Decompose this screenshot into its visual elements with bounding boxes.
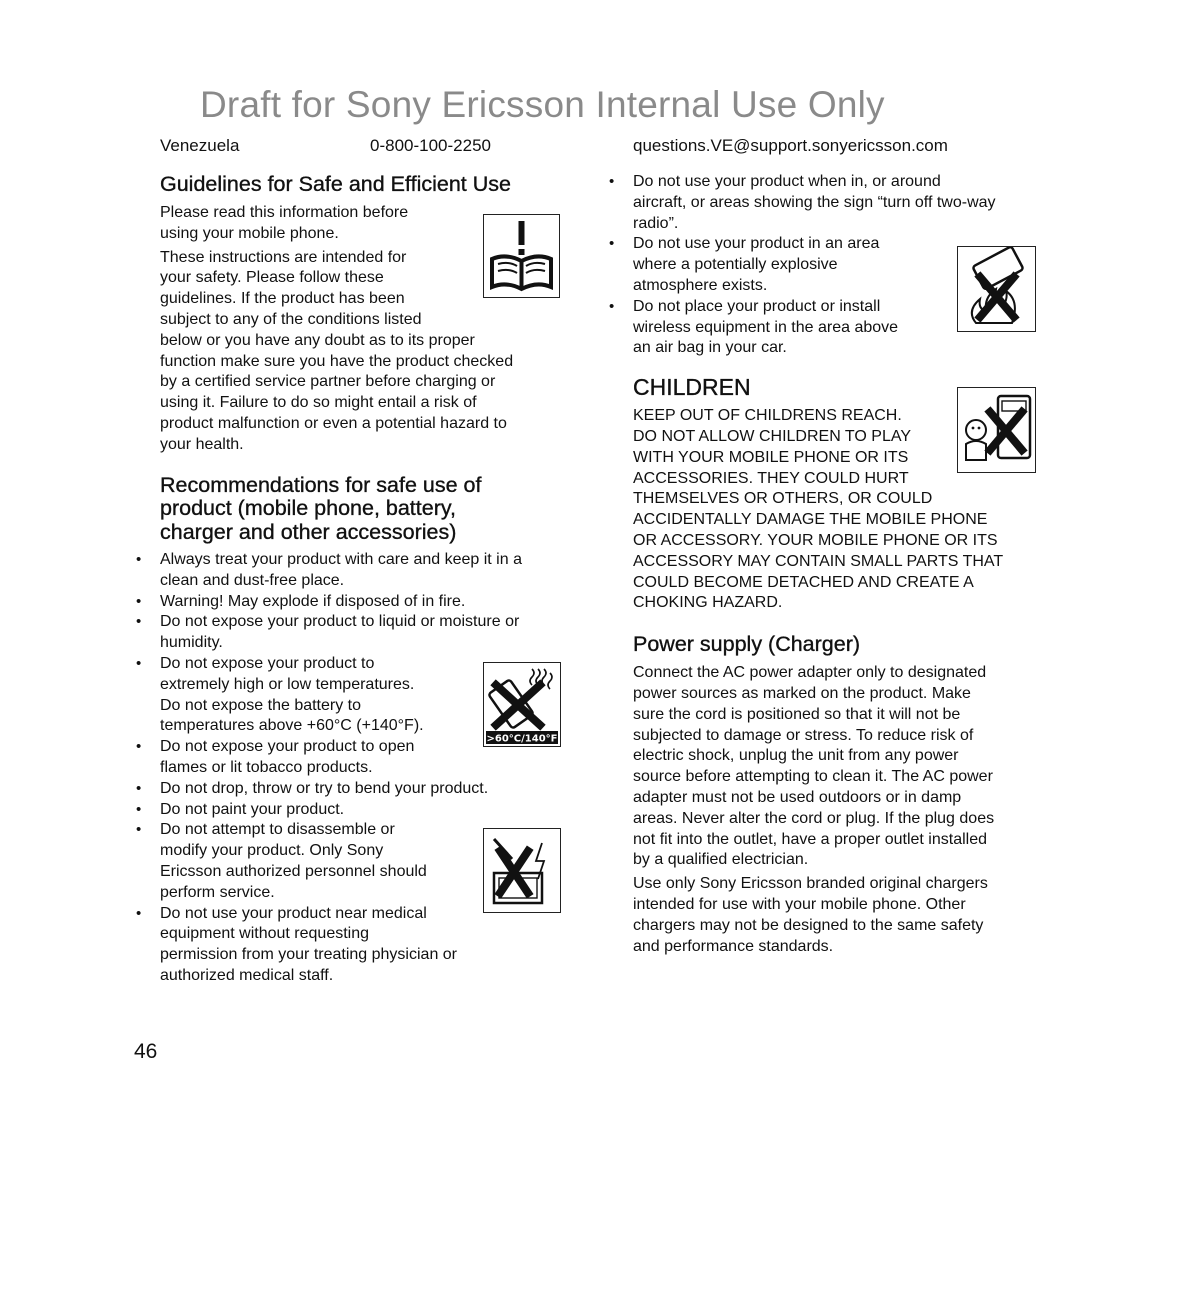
text-line: • Do not place your product or install xyxy=(633,297,881,315)
text-line: • Do not expose your product to liquid or moisture or xyxy=(160,613,520,631)
text-line: chargers may not be designed to the same safety xyxy=(633,916,984,934)
text-line: • Warning! May explode if disposed of in fire. xyxy=(160,592,466,610)
temperature-label: >60°C/140°F xyxy=(486,733,558,745)
text-line: ACCESSORY MAY CONTAIN SMALL PARTS THAT xyxy=(633,552,1004,570)
heading-line: Recommendations for safe use of xyxy=(160,472,482,497)
contact-email: questions.VE@support.sonyericsson.com xyxy=(633,136,948,155)
text-line: sure the cord is positioned so that it will not be xyxy=(633,705,961,723)
read-manual-icon xyxy=(483,214,560,298)
text-line: THEMSELVES OR OTHERS, OR COULD xyxy=(633,490,933,508)
text-line: radio”. xyxy=(633,214,679,232)
text-line: ACCIDENTALLY DAMAGE THE MOBILE PHONE xyxy=(633,511,988,529)
text-line: authorized medical staff. xyxy=(160,967,334,984)
text-line: WITH YOUR MOBILE PHONE OR ITS xyxy=(633,448,909,466)
text-line: flames or lit tobacco products. xyxy=(160,759,373,777)
text-line: • Do not paint your product. xyxy=(160,800,345,818)
list-item xyxy=(633,172,1045,234)
text-line: function make sure you have the product checked xyxy=(160,352,514,370)
no-disassemble-icon xyxy=(483,828,561,913)
page-number: 46 xyxy=(134,1040,158,1063)
explosive-atmosphere-icon xyxy=(957,246,1036,332)
text-line: below or you have any doubt as to its proper xyxy=(160,331,475,349)
text-line: • Do not use your product when in, or around xyxy=(633,173,941,190)
text-line: electric shock, unplug the unit from any power xyxy=(633,747,959,765)
text-line: COULD BECOME DETACHED AND CREATE A xyxy=(633,573,974,591)
text-line: • Do not expose your product to xyxy=(160,655,375,673)
keep-away-children-icon xyxy=(957,387,1036,473)
contact-country: Venezuela xyxy=(160,136,240,155)
text-line: not fit into the outlet, have a proper outlet installed xyxy=(633,830,988,848)
temperature-warning-icon xyxy=(483,662,561,747)
text-line: Use only Sony Ericsson branded original chargers xyxy=(633,875,988,893)
text-line: perform service. xyxy=(160,883,275,901)
text-line: • Do not drop, throw or try to bend your product. xyxy=(160,779,489,797)
text-line: • Do not attempt to disassemble or xyxy=(160,821,395,839)
heading-line: product (mobile phone, battery, xyxy=(160,496,456,521)
list-item xyxy=(160,612,570,654)
text-line: by a qualified electrician. xyxy=(633,851,809,869)
text-line: These instructions are intended for xyxy=(160,248,407,266)
list-item xyxy=(160,904,570,987)
power-supply-heading: Power supply (Charger) xyxy=(633,632,861,657)
charger-text xyxy=(633,874,1045,957)
text-line: temperatures above +60°C (+140°F). xyxy=(160,717,424,735)
text-line: Do not expose the battery to xyxy=(160,696,362,714)
text-line: Please read this information before xyxy=(160,204,409,221)
text-line: your safety. Please follow these xyxy=(160,269,384,287)
list-item xyxy=(160,592,570,613)
text-line: clean and dust-free place. xyxy=(160,571,345,589)
text-line: source before attempting to clean it. The AC power xyxy=(633,768,993,786)
text-line: • Do not use your product in an area xyxy=(633,235,880,253)
text-line: permission from your treating physician or xyxy=(160,946,458,964)
guidelines-heading: Guidelines for Safe and Efficient Use xyxy=(160,172,511,196)
list-item xyxy=(160,800,570,821)
text-line: extremely high or low temperatures. xyxy=(160,675,415,693)
text-line: subjected to damage or stress. To reduce risk of xyxy=(633,726,974,744)
text-line: using your mobile phone. xyxy=(160,224,339,242)
list-item xyxy=(160,779,570,800)
power-supply-text xyxy=(633,663,1045,871)
text-line: ACCESSORIES. THEY COULD HURT xyxy=(633,469,909,487)
text-line: product malfunction or even a potential hazard to xyxy=(160,414,507,432)
draft-watermark: Draft for Sony Ericsson Internal Use Only xyxy=(200,84,885,125)
text-line: using it. Failure to do so might entail a risk of xyxy=(160,394,477,412)
list-item xyxy=(160,550,570,592)
text-line: power sources as marked on the product. Make xyxy=(633,684,971,702)
text-line: atmosphere exists. xyxy=(633,276,768,294)
text-line: • Do not expose your product to open xyxy=(160,738,415,756)
text-line: intended for use with your mobile phone. Other xyxy=(633,895,966,913)
text-line: and performance standards. xyxy=(633,937,834,955)
text-line: CHOKING HAZARD. xyxy=(633,594,783,612)
text-line: by a certified service partner before charging or xyxy=(160,373,496,391)
text-line: guidelines. If the product has been xyxy=(160,290,405,308)
text-line: Ericsson authorized personnel should xyxy=(160,863,427,881)
recommendations-list xyxy=(160,550,570,987)
contact-phone: 0-800-100-2250 xyxy=(370,136,491,155)
text-line: modify your product. Only Sony xyxy=(160,842,384,860)
text-line: OR ACCESSORY. YOUR MOBILE PHONE OR ITS xyxy=(633,531,998,549)
heading-line: charger and other accessories) xyxy=(160,519,457,544)
text-line: where a potentially explosive xyxy=(633,256,838,274)
text-line: • Always treat your product with care and keep it in a xyxy=(160,551,522,569)
text-line: equipment without requesting xyxy=(160,925,370,943)
text-line: areas. Never alter the cord or plug. If the plug does xyxy=(633,809,995,827)
children-heading: CHILDREN xyxy=(633,374,751,401)
text-line: subject to any of the conditions listed xyxy=(160,310,422,328)
text-line: • Do not use your product near medical xyxy=(160,904,427,922)
text-line: KEEP OUT OF CHILDRENS REACH. xyxy=(633,407,902,425)
recommendations-heading xyxy=(160,474,570,545)
text-line: DO NOT ALLOW CHILDREN TO PLAY xyxy=(633,427,911,445)
text-line: adapter must not be used outdoors or in damp xyxy=(633,788,962,806)
text-line: aircraft, or areas showing the sign “turn off two-way xyxy=(633,193,996,211)
text-line: Connect the AC power adapter only to designated xyxy=(633,664,987,682)
text-line: your health. xyxy=(160,435,244,453)
text-line: an air bag in your car. xyxy=(633,339,787,357)
text-line: wireless equipment in the area above xyxy=(633,318,899,336)
text-line: humidity. xyxy=(160,634,223,652)
